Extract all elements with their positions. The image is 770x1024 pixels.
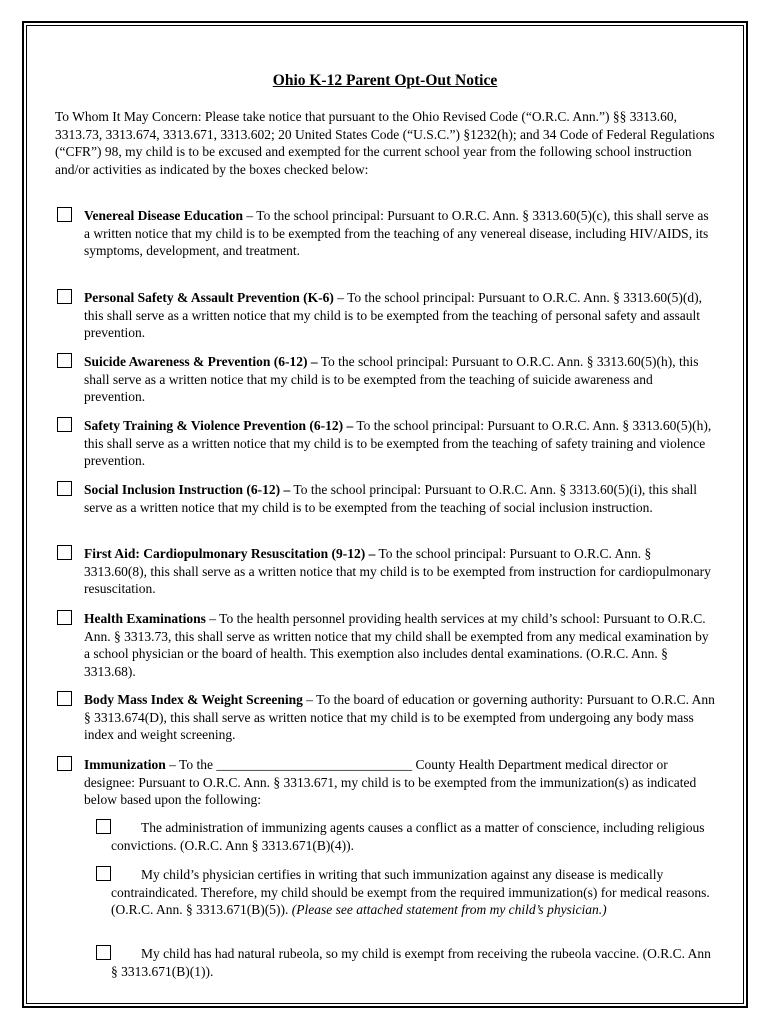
suboption-text: [96, 866, 718, 919]
option-text: [57, 691, 717, 744]
suboption-conscience: [96, 819, 718, 854]
checkbox[interactable]: [57, 353, 72, 368]
option-heading: Health Examinations: [84, 611, 206, 626]
checkbox[interactable]: [57, 417, 72, 432]
suboption-body: My child has had natural rubeola, so my child is exempt from receiving the rubeola vaccine. (O.R.C. Ann § 3313.671(B)(1)).: [111, 946, 711, 979]
option-body: – To the health personnel providing health services at my child’s school: Pursuant to O.R.C. Ann. § 3313.73, this shall serve as written notice that my child shall be exempted from any medical examination by a school physician or the board of health. This exemption also includes dental examinations. (O.R.C. Ann. § 3313.68).: [84, 611, 709, 679]
checkbox[interactable]: [96, 945, 111, 960]
option-text: [57, 207, 717, 260]
checkbox[interactable]: [57, 756, 72, 771]
suboption-text: [96, 945, 718, 980]
suboption-text: [96, 819, 718, 854]
checkbox[interactable]: [57, 289, 72, 304]
checkbox[interactable]: [96, 866, 111, 881]
option-text: [57, 610, 717, 680]
option-heading: Venereal Disease Education: [84, 208, 244, 223]
suboption-medical: [96, 866, 718, 919]
checkbox[interactable]: [57, 481, 72, 496]
checkbox[interactable]: [57, 610, 72, 625]
suboption-body: The administration of immunizing agents causes a conflict as a matter of conscience, including religious convictions. (O.R.C. Ann § 3313.671(B)(4)).: [111, 820, 705, 853]
option-heading: Immunization: [84, 757, 166, 772]
option-heading: First Aid: Cardiopulmonary Resuscitation (9-12) –: [84, 546, 376, 561]
option-suicide-awareness: [57, 353, 717, 406]
option-body: To the school principal: Pursuant to O.R.C. Ann. § 3313.60(5)(h), this shall serve as a written notice that my child is to be exempted from the teaching of safety training and violence prevention.: [84, 418, 712, 469]
option-text: [57, 289, 717, 342]
option-text: [57, 481, 717, 516]
checkbox[interactable]: [57, 691, 72, 706]
suboption-note: (Please see attached statement from my child’s physician.): [291, 902, 607, 918]
option-text: [57, 545, 717, 598]
option-safety-training: [57, 417, 717, 470]
option-body: To the school principal: Pursuant to O.R.C. Ann. § 3313.60(8), this shall serve as a written notice that my child is to be exempted from instruction for cardiopulmonary resuscitation.: [84, 546, 711, 597]
option-text: [57, 756, 717, 809]
option-health-examinations: [57, 610, 717, 680]
option-personal-safety: [57, 289, 717, 342]
option-first-aid-cpr: [57, 545, 717, 598]
option-heading: Personal Safety & Assault Prevention (K-6): [84, 290, 334, 305]
suboption-rubeola: [96, 945, 718, 980]
option-text: [57, 417, 717, 470]
option-heading: Suicide Awareness & Prevention (6-12) –: [84, 354, 318, 369]
option-heading: Safety Training & Violence Prevention (6-12) –: [84, 418, 354, 433]
option-text: [57, 353, 717, 406]
option-body: To the school principal: Pursuant to O.R.C. Ann. § 3313.60(5)(i), this shall serve as a written notice that my child is to be exempted from the teaching of social inclusion instruction.: [84, 482, 698, 515]
suboption-body: My child’s physician certifies in writing that such immunization against any disease is medically contraindicated. Therefore, my child should be exempt from the required immunization(s) for medical reasons.(O.R.C. Ann. § 3313.671(B)(5)).: [111, 867, 710, 918]
option-body: – To the board of education or governing authority: Pursuant to O.R.C. Ann § 3313.674(D), this shall serve as written notice that my child is to be exempted from undergoing any body mass index and weight screening.: [84, 692, 715, 743]
option-body: – To the school principal: Pursuant to O.R.C. Ann. § 3313.60(5)(d), this shall serve as a written notice that my child is to be exempted from the teaching of personal safety and assault prevention.: [84, 290, 703, 341]
document-title: Ohio K-12 Parent Opt-Out Notice: [272, 72, 498, 89]
option-heading: Social Inclusion Instruction (6-12) –: [84, 482, 291, 497]
checkbox[interactable]: [57, 207, 72, 222]
option-venereal-disease-education: [57, 207, 717, 260]
option-body: To the school principal: Pursuant to O.R.C. Ann. § 3313.60(5)(h), this shall serve as a written notice that my child is to be exempted from the teaching of suicide awareness and prevention.: [84, 354, 699, 405]
intro-paragraph: To Whom It May Concern: Please take notice that pursuant to the Ohio Revised Code (“O.R.C. Ann.”) §§ 3313.60, 3313.73, 3313.674, 3313.671, 3313.602; 20 United States Code (“U.S.C.”) §1232(h); and 34 Code of Federal Regulations (“CFR”) 98, my child is to be excused and exempted for the current school year from the following school instruction and/or activities as indicated by the boxes checked below:: [55, 109, 715, 177]
option-social-inclusion: [57, 481, 717, 516]
option-body: – To the school principal: Pursuant to O.R.C. Ann. § 3313.60(5)(c), this shall serve as a written notice that my child is to be exempted from the teaching of any venereal disease, including HIV/AIDS, its symptoms, development, and treatment.: [84, 208, 709, 259]
option-heading: Body Mass Index & Weight Screening: [84, 692, 303, 707]
option-body: – To the _____________________________ County Health Department medical director or designee: Pursuant to O.R.C. Ann. § 3313.671, my child is to be exempted from the immunization(s) as indicated below based upon the following:: [84, 757, 697, 808]
option-body-mass-index: [57, 691, 717, 744]
option-immunization: [57, 756, 717, 809]
checkbox[interactable]: [96, 819, 111, 834]
checkbox[interactable]: [57, 545, 72, 560]
